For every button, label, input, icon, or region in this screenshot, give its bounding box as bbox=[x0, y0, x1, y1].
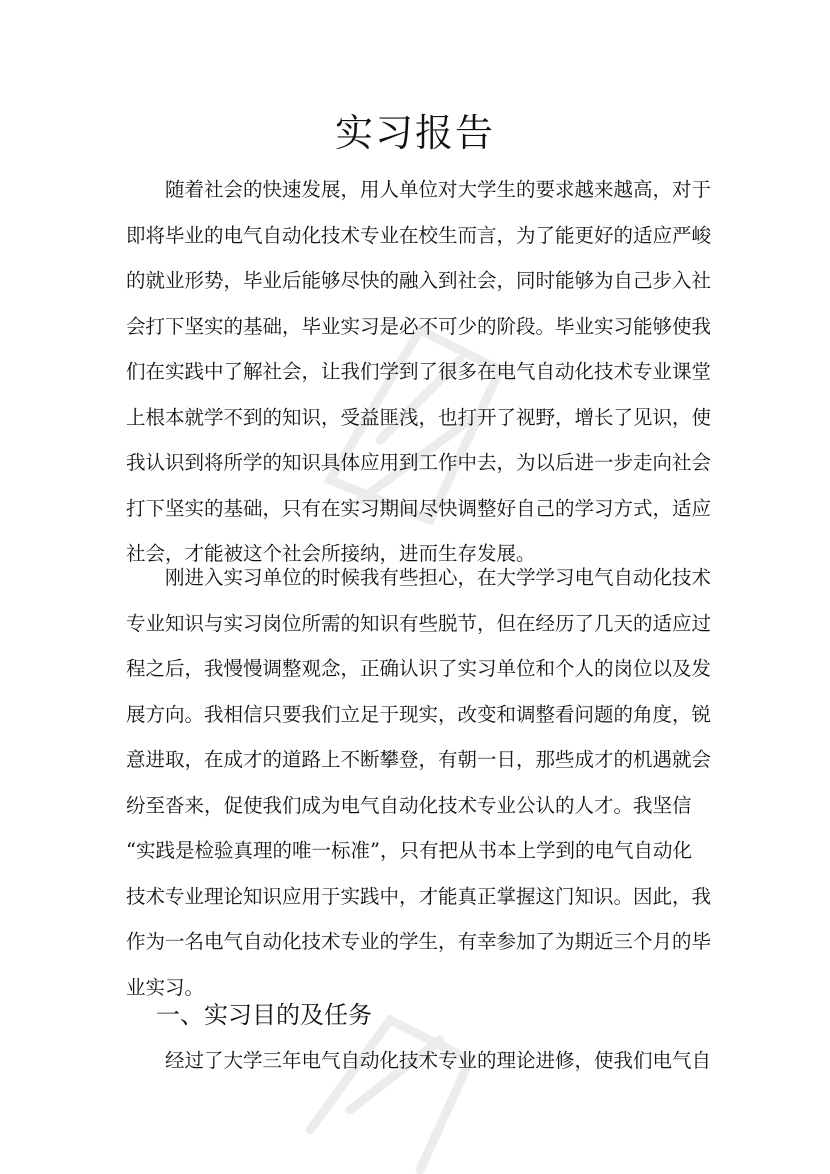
paragraph-line: 意进取，在成才的道路上不断攀登，有朝一日，那些成才的机遇就会 bbox=[126, 748, 712, 771]
paragraph-1 bbox=[126, 167, 712, 577]
paragraph-2 bbox=[126, 555, 712, 1010]
paragraph-line: 专业知识与实习岗位所需的知识有些脱节，但在经历了几天的适应过 bbox=[126, 611, 712, 635]
paragraph-line: 程之后，我慢慢调整观念，正确认识了实习单位和个人的岗位以及发 bbox=[126, 657, 712, 680]
paragraph-line: 纷至沓来，促使我们成为电气自动化技术专业公认的人才。我坚信 bbox=[126, 793, 692, 817]
paragraph-line: 即将毕业的电气自动化技术专业在校生而言，为了能更好的适应严峻 bbox=[126, 223, 712, 247]
document-title: 实习报告 bbox=[334, 111, 495, 155]
paragraph-line: 打下坚实的基础，只有在实习期间尽快调整好自己的学习方式，适应 bbox=[126, 496, 712, 520]
paragraph-line: 随着社会的快速发展，用人单位对大学生的要求越来越高，对于 bbox=[165, 178, 712, 201]
section-heading: 一、实习目的及任务 bbox=[156, 1001, 372, 1029]
paragraph-line: 展方向。我相信只要我们立足于现实，改变和调整看问题的角度，锐 bbox=[126, 702, 712, 726]
paragraph-line: 我认识到将所学的知识具体应用到工作中去，为以后进一步走向社会 bbox=[126, 451, 712, 474]
paragraph-3 bbox=[126, 1038, 712, 1084]
paragraph-line: 社会，才能被这个社会所接纳，进而生存发展。 bbox=[126, 542, 536, 565]
paragraph-line: 们在实践中了解社会，让我们学到了很多在电气自动化技术专业课堂 bbox=[126, 360, 712, 383]
paragraph-line: “实践是检验真理的唯一标准”，只有把从书本上学到的电气自动化 bbox=[126, 839, 692, 862]
paragraph-line: 业实习。 bbox=[126, 975, 205, 999]
paragraph-line: 刚进入实习单位的时候我有些担心，在大学学习电气自动化技术 bbox=[165, 566, 712, 589]
paragraph-line: 技术专业理论知识应用于实践中，才能真正掌握这门知识。因此，我 bbox=[126, 884, 712, 908]
paragraph-line: 经过了大学三年电气自动化技术专业的理论进修，使我们电气自 bbox=[165, 1049, 712, 1072]
paragraph-line: 上根本就学不到的知识，受益匪浅，也打开了视野，增长了见识，使 bbox=[126, 405, 712, 429]
paragraph-line: 作为一名电气自动化技术专业的学生，有幸参加了为期近三个月的毕 bbox=[126, 930, 712, 953]
paragraph-line: 会打下坚实的基础，毕业实习是必不可少的阶段。毕业实习能够使我 bbox=[126, 314, 712, 338]
paragraph-line: 的就业形势，毕业后能够尽快的融入到社会，同时能够为自己步入社 bbox=[126, 269, 712, 292]
